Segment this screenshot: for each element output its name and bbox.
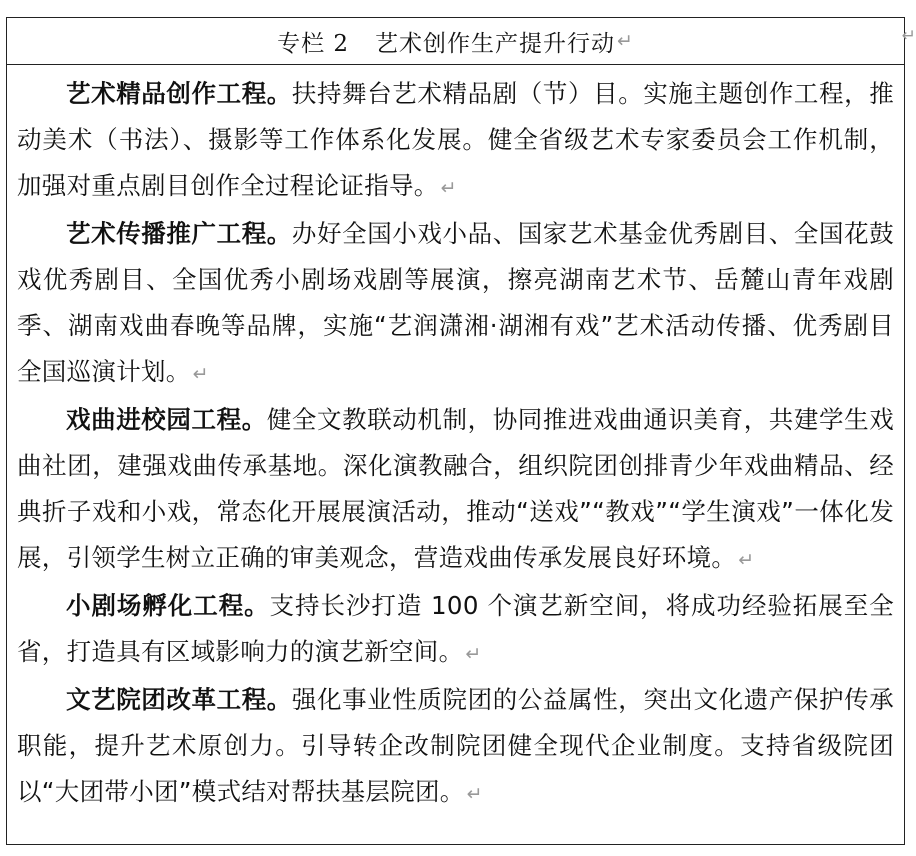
paragraph-text: 强化事业性质院团的公益属性，突出文化遗产保护传承职能，提升艺术原创力。引导转企改制院团健全现代企业制度。支持省级院团以“大团带小团”模式结对帮扶基层院团。 bbox=[17, 685, 894, 806]
paragraph-heading: 戏曲进校园工程。 bbox=[66, 405, 267, 434]
paragraph-small-theater bbox=[17, 583, 894, 677]
return-mark-icon: ↵ bbox=[440, 177, 457, 199]
paragraph-art-promotion bbox=[17, 211, 894, 397]
column-title: 艺术创作生产提升行动 bbox=[375, 30, 616, 57]
column-box bbox=[6, 17, 905, 845]
paragraph-text: 健全文教联动机制，协同推进戏曲通识美育，共建学生戏曲社团，建强戏曲传承基地。深化演教融合，组织院团创排青少年戏曲精品、经典折子戏和小戏，常态化开展展演活动，推动“送戏”“教戏”“学生演戏”一体化发展，引领学生树立正确的审美观念，营造戏曲传承发展良好环境。 bbox=[17, 405, 895, 572]
column-body bbox=[7, 65, 904, 817]
return-mark-icon: ↵ bbox=[901, 26, 916, 46]
paragraph-heading: 小剧场孵化工程。 bbox=[66, 591, 270, 620]
paragraph-opera-campus bbox=[17, 397, 894, 583]
paragraph-text: 办好全国小戏小品、国家艺术基金优秀剧目、全国花鼓戏优秀剧目、全国优秀小剧场戏剧等展演，擦亮湖南艺术节、岳麓山青年戏剧季、湖南戏曲春晚等品牌，实施“艺润潇湘·湖湘有戏”艺术活动传播、优秀剧目全国巡演计划。 bbox=[17, 219, 894, 386]
paragraph-text: 支持长沙打造 100 个演艺新空间，将成功经验拓展至全省，打造具有区域影响力的演艺新空间。 bbox=[17, 591, 894, 666]
column-header bbox=[7, 18, 904, 65]
return-mark-icon: ↵ bbox=[465, 643, 482, 665]
paragraph-heading: 文艺院团改革工程。 bbox=[66, 685, 292, 714]
return-mark-icon: ↵ bbox=[192, 363, 209, 385]
paragraph-art-creation bbox=[17, 71, 894, 211]
return-mark-icon: ↵ bbox=[466, 783, 483, 805]
return-mark-icon: ↵ bbox=[738, 549, 755, 571]
paragraph-text: 扶持舞台艺术精品剧（节）目。实施主题创作工程，推动美术（书法）、摄影等工作体系化发展。健全省级艺术专家委员会工作机制，加强对重点剧目创作全过程论证指导。 bbox=[17, 79, 894, 200]
return-mark-icon: ↵ bbox=[617, 30, 634, 52]
paragraph-heading: 艺术传播推广工程。 bbox=[66, 219, 292, 248]
paragraph-heading: 艺术精品创作工程。 bbox=[66, 79, 292, 108]
paragraph-troupe-reform bbox=[17, 677, 894, 817]
column-label: 专栏 2 bbox=[277, 30, 350, 57]
